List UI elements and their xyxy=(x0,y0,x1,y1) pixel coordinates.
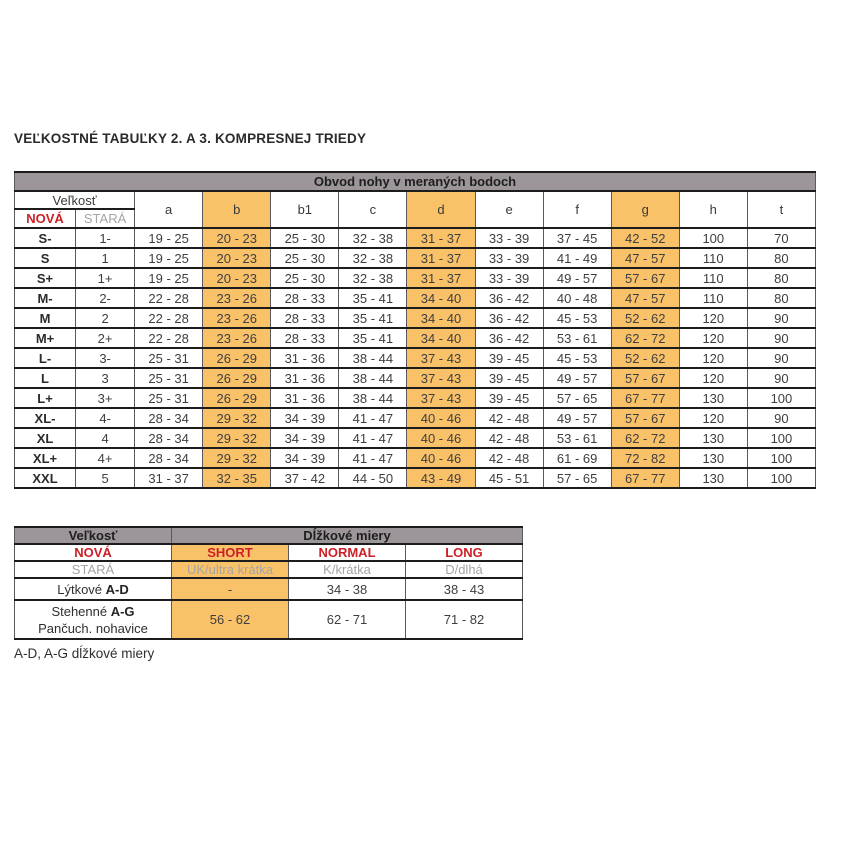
measure-value-cell: 41 - 47 xyxy=(339,408,407,428)
measure-col-g: g xyxy=(611,191,679,228)
measure-value-cell: 40 - 46 xyxy=(407,408,475,428)
measure-value-cell: 120 xyxy=(679,368,747,388)
old-size-cell: 4+ xyxy=(76,448,135,468)
old-size-cell: 3 xyxy=(76,368,135,388)
length-old-short-cell: UK/ultra krátka xyxy=(172,561,289,578)
size-table-body xyxy=(15,228,816,488)
new-size-cell: L- xyxy=(15,348,76,368)
calf-label-range: A-D xyxy=(105,581,129,597)
measure-value-cell: 34 - 40 xyxy=(407,308,475,328)
measure-value-cell: 37 - 43 xyxy=(407,348,475,368)
measure-value-cell: 28 - 34 xyxy=(135,428,203,448)
size-table-row xyxy=(15,368,816,388)
new-size-cell: S+ xyxy=(15,268,76,288)
measure-value-cell: 38 - 44 xyxy=(339,368,407,388)
size-table-row xyxy=(15,388,816,408)
measure-value-cell: 110 xyxy=(679,268,747,288)
measure-value-cell: 41 - 47 xyxy=(339,428,407,448)
size-table-header-row-1 xyxy=(15,191,816,209)
measure-col-b1: b1 xyxy=(271,191,339,228)
measure-value-cell: 49 - 57 xyxy=(543,368,611,388)
length-table-title: Dĺžkové miery xyxy=(172,527,523,544)
length-normal-cell: NORMAL xyxy=(289,544,406,561)
measure-value-cell: 100 xyxy=(747,448,815,468)
measure-value-cell: 57 - 67 xyxy=(611,268,679,288)
measure-value-cell: 100 xyxy=(747,388,815,408)
old-size-cell: 3+ xyxy=(76,388,135,408)
measure-value-cell: 32 - 35 xyxy=(203,468,271,488)
measure-value-cell: 120 xyxy=(679,348,747,368)
measure-value-cell: 28 - 33 xyxy=(271,328,339,348)
measure-value-cell: 53 - 61 xyxy=(543,328,611,348)
measure-value-cell: 39 - 45 xyxy=(475,348,543,368)
measure-value-cell: 35 - 41 xyxy=(339,308,407,328)
size-table-row xyxy=(15,408,816,428)
measure-col-e: e xyxy=(475,191,543,228)
old-size-cell: 5 xyxy=(76,468,135,488)
thigh-row xyxy=(15,600,523,639)
size-table-row xyxy=(15,308,816,328)
measure-value-cell: 80 xyxy=(747,288,815,308)
length-old-row xyxy=(15,561,523,578)
size-table-row xyxy=(15,348,816,368)
new-size-cell: L xyxy=(15,368,76,388)
calf-label-text: Lýtkové xyxy=(57,581,106,597)
measure-value-cell: 36 - 42 xyxy=(475,288,543,308)
measure-value-cell: 35 - 41 xyxy=(339,288,407,308)
length-old-normal-cell: K/krátka xyxy=(289,561,406,578)
measure-value-cell: 120 xyxy=(679,328,747,348)
measure-value-cell: 41 - 49 xyxy=(543,248,611,268)
old-size-cell: 4 xyxy=(76,428,135,448)
size-table xyxy=(14,171,816,489)
measure-value-cell: 90 xyxy=(747,368,815,388)
measure-value-cell: 22 - 28 xyxy=(135,288,203,308)
measure-value-cell: 38 - 44 xyxy=(339,388,407,408)
length-size-header: Veľkosť xyxy=(15,527,172,544)
measure-value-cell: 57 - 67 xyxy=(611,368,679,388)
measure-col-t: t xyxy=(747,191,815,228)
measure-value-cell: 32 - 38 xyxy=(339,268,407,288)
measure-value-cell: 49 - 57 xyxy=(543,408,611,428)
measure-value-cell: 25 - 31 xyxy=(135,348,203,368)
measure-value-cell: 57 - 67 xyxy=(611,408,679,428)
calf-normal-cell: 34 - 38 xyxy=(289,578,406,600)
size-table-row xyxy=(15,228,816,248)
size-table-title-row xyxy=(15,172,816,191)
new-size-cell: M- xyxy=(15,288,76,308)
size-table-row xyxy=(15,248,816,268)
measure-value-cell: 22 - 28 xyxy=(135,328,203,348)
calf-row xyxy=(15,578,523,600)
new-size-cell: M xyxy=(15,308,76,328)
length-table xyxy=(14,526,523,640)
thigh-label-range: A-G xyxy=(110,603,135,619)
measure-value-cell: 61 - 69 xyxy=(543,448,611,468)
calf-long-cell: 38 - 43 xyxy=(406,578,523,600)
measure-value-cell: 52 - 62 xyxy=(611,348,679,368)
new-size-cell: S- xyxy=(15,228,76,248)
calf-short-cell: - xyxy=(172,578,289,600)
length-new-label: NOVÁ xyxy=(15,544,172,561)
measure-value-cell: 40 - 46 xyxy=(407,448,475,468)
measure-value-cell: 26 - 29 xyxy=(203,388,271,408)
measure-value-cell: 90 xyxy=(747,308,815,328)
length-new-row xyxy=(15,544,523,561)
old-size-cell: 1 xyxy=(76,248,135,268)
measure-value-cell: 41 - 47 xyxy=(339,448,407,468)
old-size-header: STARÁ xyxy=(76,209,135,228)
measure-value-cell: 37 - 45 xyxy=(543,228,611,248)
measure-value-cell: 57 - 65 xyxy=(543,468,611,488)
measure-value-cell: 33 - 39 xyxy=(475,268,543,288)
measure-value-cell: 23 - 26 xyxy=(203,288,271,308)
measure-value-cell: 39 - 45 xyxy=(475,388,543,408)
old-size-cell: 1+ xyxy=(76,268,135,288)
measure-value-cell: 110 xyxy=(679,288,747,308)
measure-col-h: h xyxy=(679,191,747,228)
measure-value-cell: 28 - 34 xyxy=(135,408,203,428)
size-table-row xyxy=(15,468,816,488)
measure-value-cell: 34 - 40 xyxy=(407,288,475,308)
measure-value-cell: 32 - 38 xyxy=(339,228,407,248)
thigh-row-label xyxy=(15,600,172,639)
measure-value-cell: 23 - 26 xyxy=(203,328,271,348)
measure-value-cell: 31 - 37 xyxy=(407,268,475,288)
thigh-label-text: Stehenné xyxy=(51,603,111,619)
measure-value-cell: 25 - 30 xyxy=(271,268,339,288)
measure-value-cell: 37 - 43 xyxy=(407,368,475,388)
measure-value-cell: 36 - 42 xyxy=(475,328,543,348)
old-size-cell: 2 xyxy=(76,308,135,328)
new-size-cell: XXL xyxy=(15,468,76,488)
new-size-header: NOVÁ xyxy=(15,209,76,228)
measure-value-cell: 34 - 39 xyxy=(271,408,339,428)
measure-value-cell: 29 - 32 xyxy=(203,428,271,448)
size-table-row xyxy=(15,328,816,348)
measure-value-cell: 42 - 48 xyxy=(475,408,543,428)
measure-value-cell: 37 - 43 xyxy=(407,388,475,408)
measure-value-cell: 130 xyxy=(679,388,747,408)
footnote: A-D, A-G dĺžkové miery xyxy=(14,646,155,661)
measure-value-cell: 34 - 39 xyxy=(271,448,339,468)
measure-value-cell: 38 - 44 xyxy=(339,348,407,368)
measure-value-cell: 23 - 26 xyxy=(203,308,271,328)
size-table-row xyxy=(15,448,816,468)
measure-value-cell: 37 - 42 xyxy=(271,468,339,488)
measure-value-cell: 52 - 62 xyxy=(611,308,679,328)
measure-value-cell: 25 - 31 xyxy=(135,388,203,408)
measure-value-cell: 40 - 48 xyxy=(543,288,611,308)
size-table-title: Obvod nohy v meraných bodoch xyxy=(15,172,816,191)
measure-value-cell: 31 - 36 xyxy=(271,388,339,408)
measure-value-cell: 130 xyxy=(679,428,747,448)
measure-value-cell: 31 - 36 xyxy=(271,368,339,388)
measure-value-cell: 32 - 38 xyxy=(339,248,407,268)
measure-value-cell: 20 - 23 xyxy=(203,228,271,248)
new-size-cell: XL+ xyxy=(15,448,76,468)
thigh-long-cell: 71 - 82 xyxy=(406,600,523,639)
old-size-cell: 2+ xyxy=(76,328,135,348)
measure-value-cell: 130 xyxy=(679,468,747,488)
thigh-short-cell: 56 - 62 xyxy=(172,600,289,639)
measure-col-d: d xyxy=(407,191,475,228)
measure-value-cell: 90 xyxy=(747,348,815,368)
size-table-row xyxy=(15,288,816,308)
measure-col-c: c xyxy=(339,191,407,228)
measure-value-cell: 47 - 57 xyxy=(611,248,679,268)
length-long-cell: LONG xyxy=(406,544,523,561)
measure-value-cell: 90 xyxy=(747,328,815,348)
thigh-normal-cell: 62 - 71 xyxy=(289,600,406,639)
measure-value-cell: 72 - 82 xyxy=(611,448,679,468)
measure-value-cell: 40 - 46 xyxy=(407,428,475,448)
measure-value-cell: 62 - 72 xyxy=(611,328,679,348)
thigh-label-line2: Pančuch. nohavice xyxy=(38,620,148,636)
size-column-header: Veľkosť xyxy=(15,191,135,209)
measure-col-f: f xyxy=(543,191,611,228)
measure-value-cell: 25 - 30 xyxy=(271,248,339,268)
old-size-cell: 4- xyxy=(76,408,135,428)
measure-value-cell: 39 - 45 xyxy=(475,368,543,388)
old-size-cell: 1- xyxy=(76,228,135,248)
length-old-long-cell: D/dlhá xyxy=(406,561,523,578)
measure-value-cell: 34 - 39 xyxy=(271,428,339,448)
measure-value-cell: 31 - 36 xyxy=(271,348,339,368)
measure-value-cell: 120 xyxy=(679,308,747,328)
measure-value-cell: 80 xyxy=(747,248,815,268)
measure-value-cell: 67 - 77 xyxy=(611,468,679,488)
old-size-cell: 2- xyxy=(76,288,135,308)
measure-value-cell: 29 - 32 xyxy=(203,408,271,428)
measure-value-cell: 120 xyxy=(679,408,747,428)
measure-col-b: b xyxy=(203,191,271,228)
measure-value-cell: 31 - 37 xyxy=(407,228,475,248)
length-table-title-row xyxy=(15,527,523,544)
new-size-cell: L+ xyxy=(15,388,76,408)
measure-value-cell: 31 - 37 xyxy=(135,468,203,488)
measure-value-cell: 42 - 48 xyxy=(475,428,543,448)
measure-value-cell: 19 - 25 xyxy=(135,228,203,248)
measure-value-cell: 110 xyxy=(679,248,747,268)
measure-value-cell: 26 - 29 xyxy=(203,368,271,388)
length-old-label: STARÁ xyxy=(15,561,172,578)
new-size-cell: XL- xyxy=(15,408,76,428)
measure-value-cell: 35 - 41 xyxy=(339,328,407,348)
measure-value-cell: 28 - 34 xyxy=(135,448,203,468)
measure-value-cell: 90 xyxy=(747,408,815,428)
new-size-cell: XL xyxy=(15,428,76,448)
measure-value-cell: 19 - 25 xyxy=(135,248,203,268)
measure-value-cell: 36 - 42 xyxy=(475,308,543,328)
measure-value-cell: 49 - 57 xyxy=(543,268,611,288)
measure-value-cell: 25 - 31 xyxy=(135,368,203,388)
measure-value-cell: 44 - 50 xyxy=(339,468,407,488)
measure-value-cell: 31 - 37 xyxy=(407,248,475,268)
page-title: VEĽKOSTNÉ TABUĽKY 2. A 3. KOMPRESNEJ TRIEDY xyxy=(14,131,367,146)
measure-value-cell: 42 - 52 xyxy=(611,228,679,248)
measure-value-cell: 34 - 40 xyxy=(407,328,475,348)
length-short-cell: SHORT xyxy=(172,544,289,561)
measure-value-cell: 53 - 61 xyxy=(543,428,611,448)
new-size-cell: S xyxy=(15,248,76,268)
measure-value-cell: 62 - 72 xyxy=(611,428,679,448)
measure-value-cell: 67 - 77 xyxy=(611,388,679,408)
new-size-cell: M+ xyxy=(15,328,76,348)
measure-value-cell: 19 - 25 xyxy=(135,268,203,288)
measure-value-cell: 45 - 53 xyxy=(543,348,611,368)
measure-value-cell: 80 xyxy=(747,268,815,288)
measure-value-cell: 100 xyxy=(747,468,815,488)
measure-value-cell: 25 - 30 xyxy=(271,228,339,248)
measure-value-cell: 100 xyxy=(679,228,747,248)
measure-value-cell: 28 - 33 xyxy=(271,288,339,308)
measure-value-cell: 45 - 53 xyxy=(543,308,611,328)
measure-value-cell: 28 - 33 xyxy=(271,308,339,328)
size-table-row xyxy=(15,428,816,448)
measure-value-cell: 57 - 65 xyxy=(543,388,611,408)
measure-col-a: a xyxy=(135,191,203,228)
measure-value-cell: 42 - 48 xyxy=(475,448,543,468)
calf-row-label xyxy=(15,578,172,600)
size-table-row xyxy=(15,268,816,288)
measure-value-cell: 33 - 39 xyxy=(475,228,543,248)
measure-value-cell: 29 - 32 xyxy=(203,448,271,468)
measure-value-cell: 130 xyxy=(679,448,747,468)
measure-value-cell: 33 - 39 xyxy=(475,248,543,268)
measure-value-cell: 20 - 23 xyxy=(203,268,271,288)
measure-value-cell: 100 xyxy=(747,428,815,448)
measure-value-cell: 70 xyxy=(747,228,815,248)
measure-value-cell: 26 - 29 xyxy=(203,348,271,368)
measure-value-cell: 45 - 51 xyxy=(475,468,543,488)
measure-value-cell: 47 - 57 xyxy=(611,288,679,308)
measure-value-cell: 20 - 23 xyxy=(203,248,271,268)
measure-value-cell: 43 - 49 xyxy=(407,468,475,488)
measure-value-cell: 22 - 28 xyxy=(135,308,203,328)
old-size-cell: 3- xyxy=(76,348,135,368)
